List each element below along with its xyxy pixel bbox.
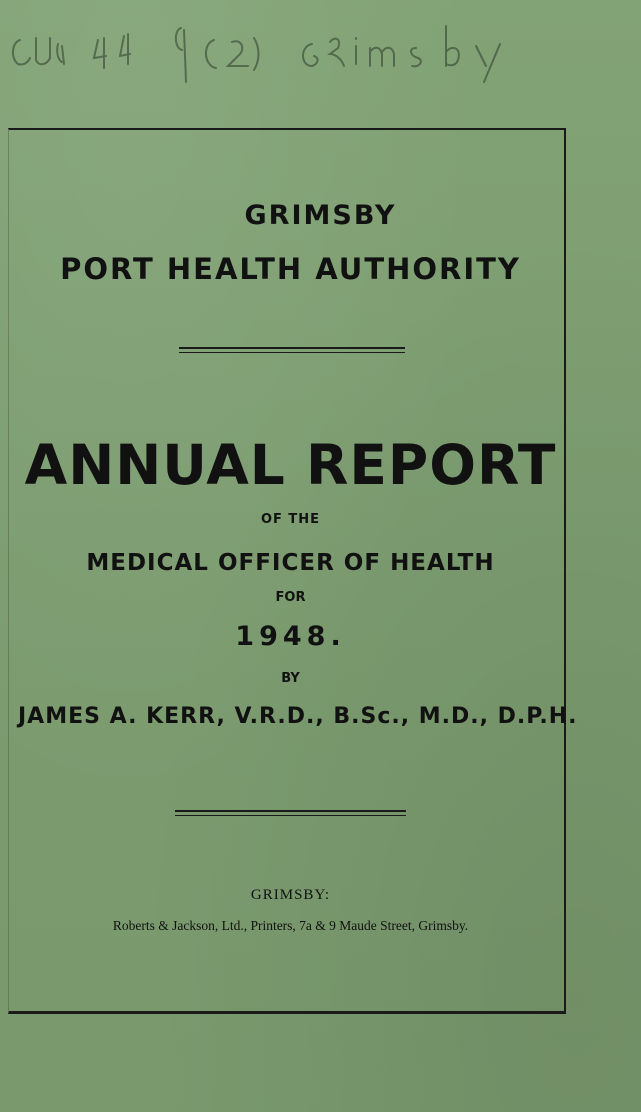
imprint-printer: Roberts & Jackson, Ltd., Printers, 7a & 9 Maude Street, Grimsby. <box>112 918 469 933</box>
officer-title: MEDICAL OFFICER OF HEALTH <box>86 550 495 576</box>
of-the-label: OF THE <box>260 512 321 527</box>
imprint-place: GRIMSBY: <box>250 887 331 903</box>
handwritten-annotation <box>6 8 526 88</box>
double-rule-bottom <box>175 810 406 816</box>
for-label: FOR <box>275 590 306 605</box>
report-year: 1948. <box>235 621 346 652</box>
double-rule-top <box>179 347 405 353</box>
report-title: ANNUAL REPORT <box>24 433 557 497</box>
city-heading: GRIMSBY <box>244 200 397 231</box>
by-label: BY <box>281 671 300 686</box>
authority-heading: PORT HEALTH AUTHORITY <box>60 252 521 286</box>
author-name: JAMES A. KERR, V.R.D., B.Sc., M.D., D.P.H. <box>18 704 578 729</box>
